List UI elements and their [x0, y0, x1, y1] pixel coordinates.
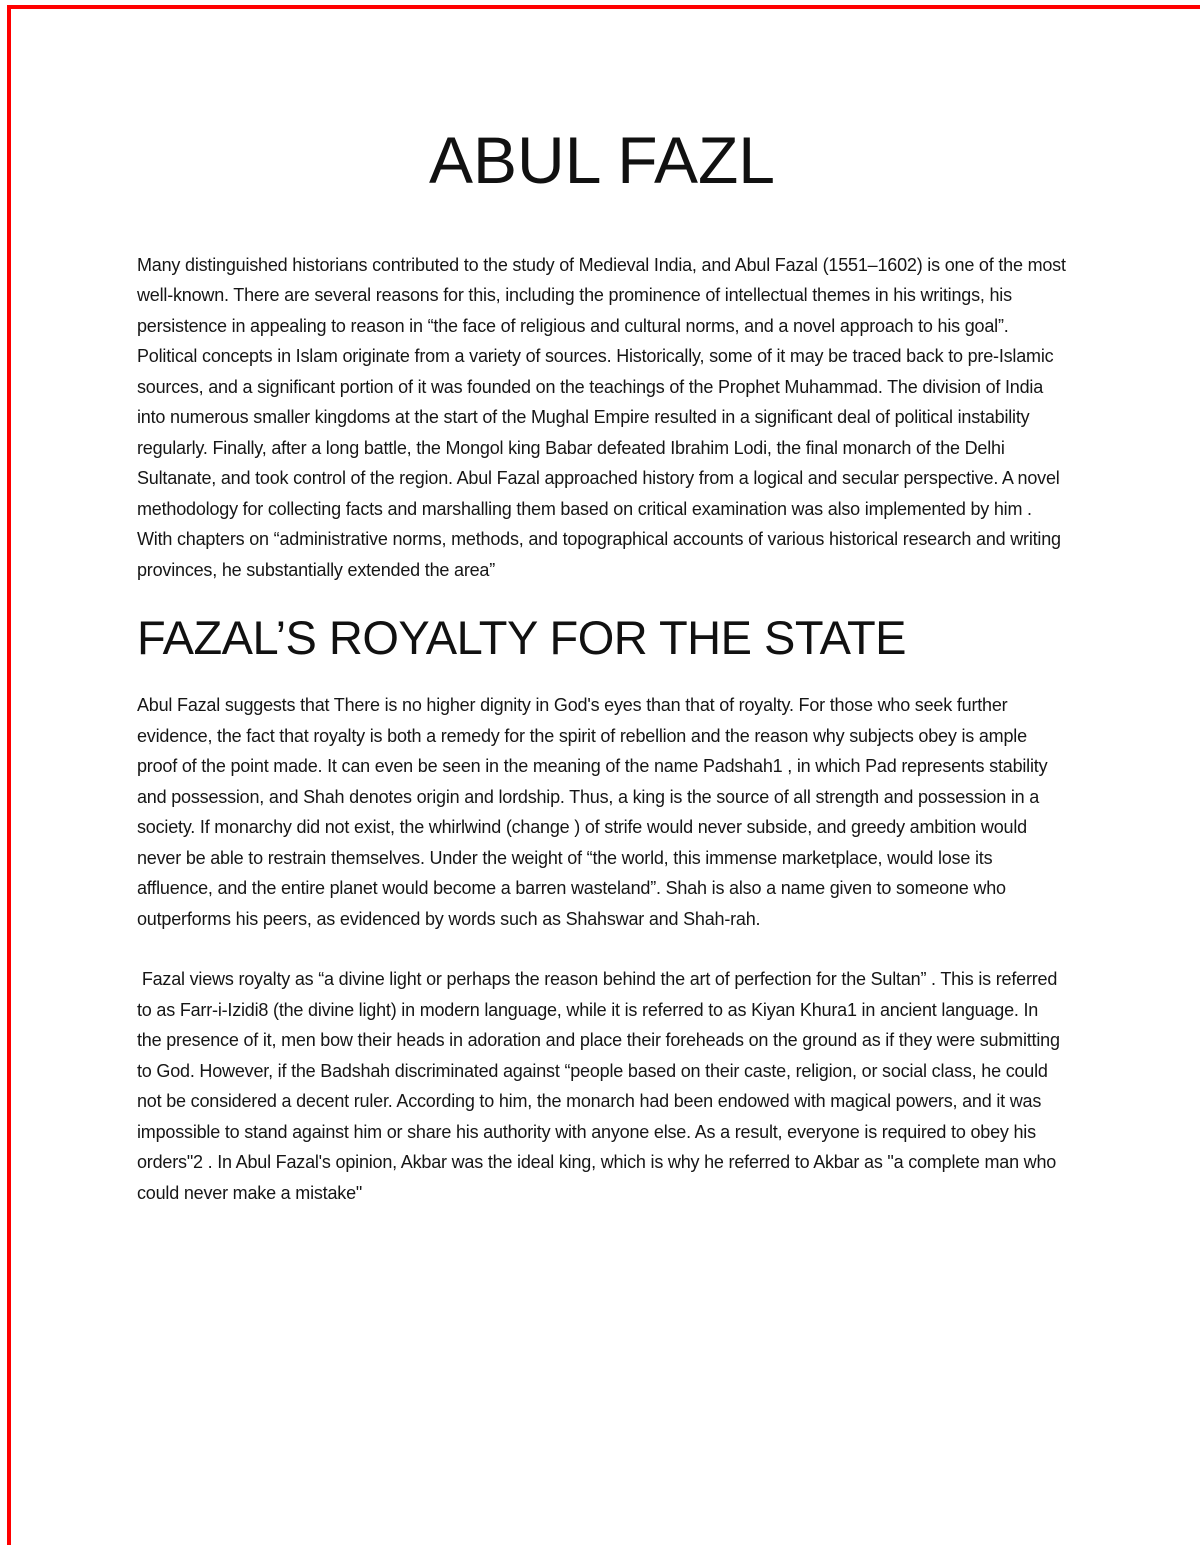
- page-border-top-line: [7, 5, 1200, 9]
- paragraph-intro: Many distinguished historians contributed to the study of Medieval India, and Abul Fazal (1551–1602) is one of the most well-known. There are several reasons for this, including the prominence of intellectual themes in his writings, his persistence in appealing to reason in “the face of religious and cultural norms, and a novel approach to his goal”. Political concepts in Islam originate from a variety of sources. Historically, some of it may be traced back to pre-Islamic sources, and a significant portion of it was founded on the teachings of the Prophet Muhammad. The division of India into numerous smaller kingdoms at the start of the Mughal Empire resulted in a significant deal of political instability regularly. Finally, after a long battle, the Mongol king Babar defeated Ibrahim Lodi, the final monarch of the Delhi Sultanate, and took control of the region. Abul Fazal approached history from a logical and secular perspective. A novel methodology for collecting facts and marshalling them based on critical examination was also implemented by him . With chapters on “administrative norms, methods, and topographical accounts of various historical research and writing provinces, he substantially extended the area”: [137, 254, 1071, 580]
- paragraph-royalty-1: Abul Fazal suggests that There is no higher dignity in God's eyes than that of royalty. For those who seek further evidence, the fact that royalty is both a remedy for the spirit of rebellion and the reason why subjects obey is ample proof of the point made. It can even be seen in the meaning of the name Padshah1 , in which Pad represents stability and possession, and Shah denotes origin and lordship. Thus, a king is the source of all strength and possession in a society. If monarchy did not exist, the whirlwind (change ) of strife would never subside, and greedy ambition would never be able to restrain themselves. Under the weight of “the world, this immense marketplace, would lose its affluence, and the entire planet would become a barren wasteland”. Shah is also a name given to someone who outperforms his peers, as evidenced by words such as Shahswar and Shah-rah.: [137, 695, 1053, 929]
- section-heading-royalty: FAZAL’S ROYALTY FOR THE STATE: [137, 611, 907, 665]
- paragraph-royalty-2: Fazal views royalty as “a divine light or perhaps the reason behind the art of perfection for the Sultan” . This is referred to as Farr-i-Izidi8 (the divine light) in modern language, while it is referred to as Kiyan Khura1 in ancient language. In the presence of it, men bow their heads in adoration and place their foreheads on the ground as if they were submitting to God. However, if the Badshah discriminated against “people based on their caste, religion, or social class, he could not be considered a decent ruler. According to him, the monarch had been endowed with magical powers, and it was impossible to stand against him or share his authority with anyone else. As a result, everyone is required to obey his orders"2 . In Abul Fazal's opinion, Akbar was the ideal king, which is why he referred to Akbar as "a complete man who could never make a mistake": [137, 969, 1065, 1203]
- document-title: ABUL FAZL: [428, 123, 776, 197]
- document-body: [0, 118, 1200, 1208]
